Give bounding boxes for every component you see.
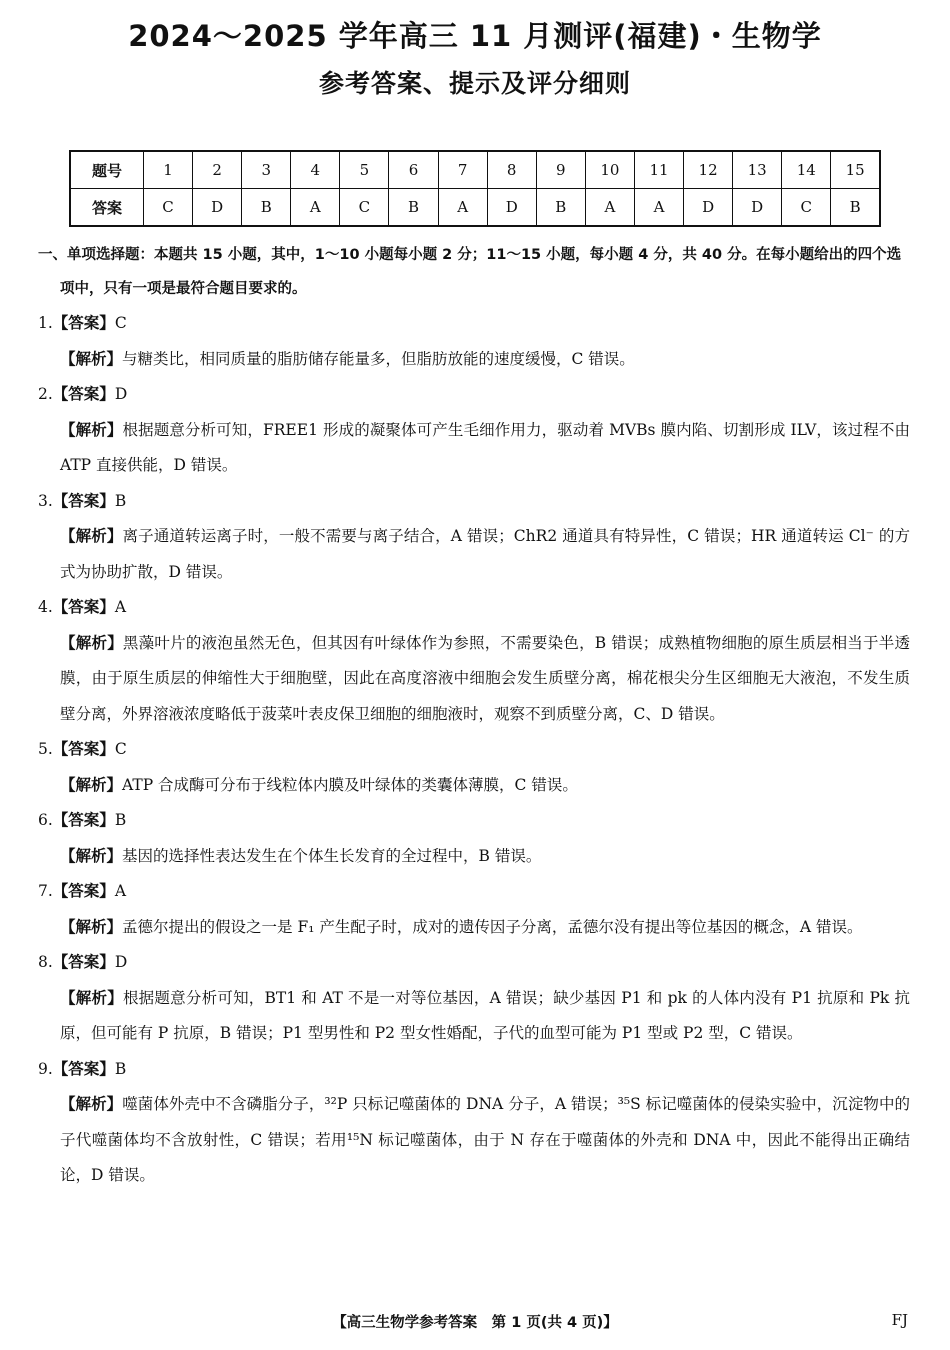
explanation-tag: 【解析】 bbox=[60, 917, 123, 936]
answer-cell: C bbox=[340, 189, 389, 227]
answer-line bbox=[38, 732, 910, 768]
question-item bbox=[38, 590, 910, 732]
page-title: 2024～2025 学年高三 11 月测评(福建)・生物学 bbox=[128, 19, 822, 53]
answer-tag: 【答案】 bbox=[52, 740, 115, 758]
number-cell: 2 bbox=[193, 151, 242, 189]
number-cell: 4 bbox=[291, 151, 340, 189]
answer-line bbox=[38, 945, 910, 981]
explanation-line bbox=[38, 342, 910, 378]
explanation-text: 基因的选择性表达发生在个体生长发育的全过程中，B 错误。 bbox=[122, 846, 542, 865]
explanation-tag: 【解析】 bbox=[60, 527, 123, 545]
explanation-tag: 【解析】 bbox=[60, 775, 123, 794]
question-item bbox=[38, 377, 910, 484]
footer-region-code: FJ bbox=[891, 1311, 908, 1329]
question-number: 5. bbox=[38, 740, 53, 758]
explanation-line bbox=[38, 981, 910, 1052]
answer-cell: A bbox=[585, 189, 634, 227]
number-cell: 5 bbox=[340, 151, 389, 189]
answer-line bbox=[38, 874, 910, 910]
number-cell: 8 bbox=[487, 151, 536, 189]
answer-line bbox=[38, 484, 910, 520]
question-number: 9. bbox=[38, 1059, 53, 1078]
answer-value: C bbox=[114, 740, 127, 758]
answer-cell: B bbox=[389, 189, 438, 227]
answer-line bbox=[38, 1052, 910, 1088]
answer-tag: 【答案】 bbox=[52, 953, 115, 971]
question-item bbox=[38, 732, 910, 803]
answer-value: B bbox=[114, 811, 127, 829]
answer-cell: B bbox=[831, 189, 880, 227]
answer-tag: 【答案】 bbox=[52, 811, 115, 829]
explanation-line bbox=[38, 626, 910, 733]
answer-cell: D bbox=[684, 189, 733, 227]
answer-cell: B bbox=[536, 189, 585, 227]
question-number: 1. bbox=[38, 314, 53, 332]
question-item bbox=[38, 484, 910, 591]
answer-value: A bbox=[114, 882, 127, 900]
explanation-text: 根据题意分析可知，FREE1 形成的凝聚体可产生毛细作用力，驱动着 MVBs 膜内陷、切割形成 ILV，该过程不由 ATP 直接供能，D 错误。 bbox=[60, 420, 910, 474]
answer-cell: C bbox=[144, 189, 193, 227]
section-heading: 一、单项选择题：本题共 15 小题，其中，1～10 小题每小题 2 分；11～15 小题，每小题 4 分，共 40 分。在每小题给出的四个选项中，只有一项是最符合题目要求的。 bbox=[38, 247, 902, 297]
row-label-number: 题号 bbox=[70, 151, 144, 189]
number-cell: 6 bbox=[389, 151, 438, 189]
answer-line bbox=[38, 803, 910, 839]
page-subtitle: 参考答案、提示及评分细则 bbox=[318, 69, 631, 98]
answer-tag: 【答案】 bbox=[52, 1059, 115, 1078]
page-footer: 【高三生物学参考答案 第 1 页(共 4 页)】 bbox=[332, 1315, 618, 1331]
answer-cell: B bbox=[242, 189, 291, 227]
number-cell: 7 bbox=[438, 151, 487, 189]
answer-value: D bbox=[114, 953, 128, 971]
number-cell: 15 bbox=[831, 151, 880, 189]
explanation-text: 离子通道转运离子时，一般不需要与离子结合，A 错误；ChR2 通道具有特异性，C 错误；HR 通道转运 Cl⁻ 的方式为协助扩散，D 错误。 bbox=[60, 527, 910, 581]
explanation-line bbox=[38, 413, 910, 484]
explanation-line bbox=[38, 1087, 910, 1194]
answer-cell: C bbox=[782, 189, 831, 227]
answer-tag: 【答案】 bbox=[52, 882, 115, 900]
number-cell: 1 bbox=[144, 151, 193, 189]
answer-value: C bbox=[114, 314, 127, 332]
answer-cell: A bbox=[634, 189, 683, 227]
answer-cell: A bbox=[291, 189, 340, 227]
explanation-line bbox=[38, 910, 910, 946]
number-cell: 12 bbox=[684, 151, 733, 189]
answer-value: A bbox=[114, 598, 127, 616]
question-number: 7. bbox=[38, 882, 53, 900]
answer-table-number-row bbox=[70, 151, 880, 189]
explanation-text: 黑藻叶片的液泡虽然无色，但其因有叶绿体作为参照，不需要染色，B 错误；成熟植物细胞的原生质层相当于半透膜，由于原生质层的伸缩性大于细胞壁，因此在高度溶液中细胞会发生质壁分离，棉花根尖分生区细胞无大液泡，不发生质壁分离，外界溶液浓度略低于菠菜叶表皮保卫细胞的细胞液时，观察不到质壁分离，C、D 错误。 bbox=[60, 633, 910, 723]
answer-tag: 【答案】 bbox=[52, 314, 115, 332]
answer-table bbox=[69, 150, 881, 227]
answer-cell: D bbox=[487, 189, 536, 227]
question-item bbox=[38, 1052, 910, 1194]
question-number: 3. bbox=[38, 491, 53, 510]
question-number: 8. bbox=[38, 953, 53, 971]
number-cell: 11 bbox=[634, 151, 683, 189]
number-cell: 13 bbox=[733, 151, 782, 189]
row-label-answer: 答案 bbox=[70, 189, 144, 227]
answer-line bbox=[38, 590, 910, 626]
explanation-tag: 【解析】 bbox=[60, 633, 123, 652]
question-item bbox=[38, 945, 910, 1052]
answer-cell: D bbox=[193, 189, 242, 227]
explanation-text: 根据题意分析可知，BT1 和 AT 不是一对等位基因，A 错误；缺少基因 P1 和 pk 的人体内没有 P1 抗原和 Pk 抗原，但可能有 P 抗原，B 错误；P1 型男性和 P2 型女性婚配，子代的血型可能为 P1 型或 P2 型，C 错误。 bbox=[60, 988, 910, 1042]
answer-content bbox=[38, 238, 910, 1194]
number-cell: 14 bbox=[782, 151, 831, 189]
explanation-tag: 【解析】 bbox=[60, 420, 123, 439]
explanation-line bbox=[38, 768, 910, 804]
question-number: 6. bbox=[38, 811, 53, 829]
explanation-tag: 【解析】 bbox=[60, 349, 123, 368]
question-item bbox=[38, 306, 910, 377]
question-number: 2. bbox=[38, 385, 53, 403]
explanation-text: ATP 合成酶可分布于线粒体内膜及叶绿体的类囊体薄膜，C 错误。 bbox=[122, 775, 578, 794]
explanation-tag: 【解析】 bbox=[60, 988, 123, 1007]
explanation-line bbox=[38, 839, 910, 875]
answer-value: D bbox=[114, 385, 128, 403]
question-item bbox=[38, 803, 910, 874]
question-item bbox=[38, 874, 910, 945]
explanation-tag: 【解析】 bbox=[60, 1095, 123, 1113]
number-cell: 10 bbox=[585, 151, 634, 189]
number-cell: 3 bbox=[242, 151, 291, 189]
explanation-text: 与糖类比，相同质量的脂肪储存能量多，但脂肪放能的速度缓慢，C 错误。 bbox=[122, 349, 635, 368]
answer-cell: D bbox=[733, 189, 782, 227]
answer-line bbox=[38, 306, 910, 342]
explanation-tag: 【解析】 bbox=[60, 846, 123, 865]
explanation-text: 噬菌体外壳中不含磷脂分子，³²P 只标记噬菌体的 DNA 分子，A 错误；³⁵S 标记噬菌体的侵染实验中，沉淀物中的子代噬菌体均不含放射性，C 错误；若用¹⁵N 标记噬菌体，由于 N 存在于噬菌体的外壳和 DNA 中，因此不能得出正确结论，D 错误。 bbox=[60, 1095, 910, 1184]
question-number: 4. bbox=[38, 598, 53, 616]
number-cell: 9 bbox=[536, 151, 585, 189]
answer-value: B bbox=[114, 1059, 127, 1078]
answer-tag: 【答案】 bbox=[52, 491, 115, 510]
answer-tag: 【答案】 bbox=[52, 385, 115, 403]
answer-line bbox=[38, 377, 910, 413]
answer-cell: A bbox=[438, 189, 487, 227]
answer-tag: 【答案】 bbox=[52, 598, 115, 616]
explanation-line bbox=[38, 519, 910, 590]
explanation-text: 孟德尔提出的假设之一是 F₁ 产生配子时，成对的遗传因子分离，孟德尔没有提出等位基因的概念，A 错误。 bbox=[122, 917, 863, 936]
answer-value: B bbox=[114, 491, 127, 510]
answer-table-answer-row bbox=[70, 189, 880, 227]
